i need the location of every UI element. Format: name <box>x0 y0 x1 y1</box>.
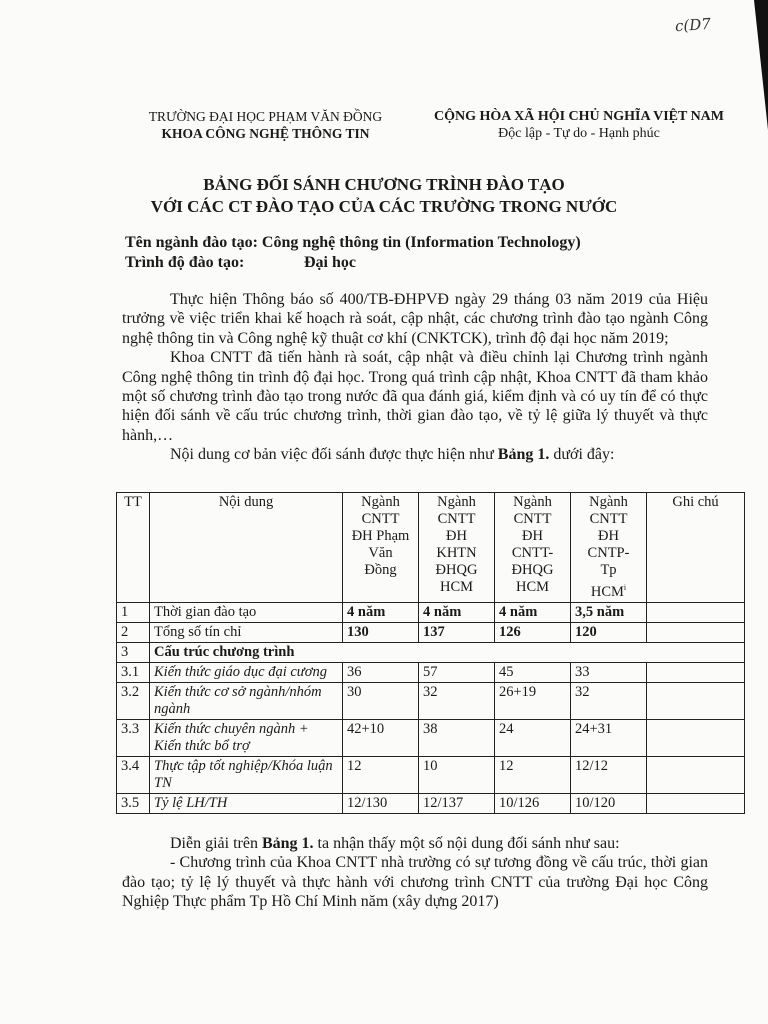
header-col-4-line: ĐH <box>598 528 619 544</box>
cell-value: 126 <box>495 622 571 642</box>
header-col-2-line: HCM <box>439 579 474 595</box>
cell-tt: 2 <box>117 622 150 642</box>
table-row <box>117 662 745 682</box>
header-col-2-line: ĐH <box>446 528 467 544</box>
cell-value: 130 <box>343 622 419 642</box>
major-info <box>125 233 581 273</box>
major-level-label: Trình độ đào tạo: <box>125 254 245 271</box>
major-level-value: Đại học <box>304 254 356 271</box>
paragraph-2: Khoa CNTT đã tiến hành rà soát, cập nhật và điều chỉnh lại Chương trình ngành Công nghệ thông tin trình độ đại học. Trong quá trình cập nhật, Khoa CNTT đã tham khảo một số chương trình đào tạo trong nước đã qua đánh giá, kiểm định và có uy tín để có thực hiện đối sánh về cấu trúc chương trình, thời gian đào tạo, về tỷ lệ giữa lý thuyết và thực hành,… <box>122 349 708 444</box>
table-row <box>117 602 745 622</box>
header-col-2-line: CNTT <box>437 511 476 527</box>
faculty-name: KHOA CÔNG NGHỆ THÔNG TIN <box>161 126 370 141</box>
header-col-1-line: CNTT <box>361 511 400 527</box>
country-name: CỘNG HÒA XÃ HỘI CHỦ NGHĨA VIỆT NAM <box>433 109 724 124</box>
cell-note <box>647 682 745 719</box>
cell-value: 137 <box>419 622 495 642</box>
cell-value: 10/126 <box>495 793 571 813</box>
header-note: Ghi chú <box>647 493 745 603</box>
document-title <box>100 174 668 218</box>
cell-content: Kiến thức chuyên ngành + Kiến thức bổ trợ <box>150 719 343 756</box>
cell-value: 24 <box>495 719 571 756</box>
cell-note <box>647 622 745 642</box>
cell-value: 12/12 <box>571 756 647 793</box>
cell-content: Kiến thức giáo dục đại cương <box>150 662 343 682</box>
header-col-3-line: Ngành <box>513 494 552 510</box>
conclusion-section <box>122 834 708 912</box>
cell-value: 4 năm <box>495 602 571 622</box>
paragraph-5: - Chương trình của Khoa CNTT nhà trường có sự tương đồng về cấu trúc, thời gian đào tạo; tỷ lệ lý thuyết và thực hành với chương trình CNTT của trường Đại học Công Nghiệp Thực phẩm Tp Hồ Chí Minh năm (xây dựng 2017) <box>122 854 708 911</box>
table-row <box>117 622 745 642</box>
header-col-4 <box>571 493 647 603</box>
cell-note <box>647 602 745 622</box>
cell-value: 10/120 <box>571 793 647 813</box>
cell-content: Thời gian đào tạo <box>150 602 343 622</box>
header-col-2 <box>419 493 495 603</box>
university-name: TRƯỜNG ĐẠI HỌC PHẠM VĂN ĐỒNG <box>148 109 383 124</box>
header-col-3-line: ĐH <box>522 528 543 544</box>
header-right <box>420 108 738 142</box>
header-col-2-line: KHTN <box>436 545 477 561</box>
cell-value: 10 <box>419 756 495 793</box>
cell-value: 30 <box>343 682 419 719</box>
cell-tt: 3.5 <box>117 793 150 813</box>
header-left <box>128 108 403 142</box>
header-col-3-line: CNTT <box>513 511 552 527</box>
cell-value: 24+31 <box>571 719 647 756</box>
header-col-1-line: ĐH Phạm <box>351 528 410 544</box>
cell-note <box>647 756 745 793</box>
cell-tt: 3.4 <box>117 756 150 793</box>
cell-value: 12 <box>495 756 571 793</box>
handwritten-note: c(D7 <box>674 14 712 36</box>
cell-note <box>647 662 745 682</box>
scan-edge-shadow <box>754 0 768 130</box>
cell-value: 4 năm <box>343 602 419 622</box>
header-col-3-line: CNTT- <box>511 545 554 561</box>
cell-value: 42+10 <box>343 719 419 756</box>
cell-value: 33 <box>571 662 647 682</box>
header-col-1 <box>343 493 419 603</box>
table-row <box>117 756 745 793</box>
paragraph-3-table-ref: Bảng 1. <box>497 446 550 464</box>
cell-tt: 3 <box>117 642 150 662</box>
cell-content: Tỷ lệ LH/TH <box>150 793 343 813</box>
header-col-1-line: Đồng <box>364 562 397 578</box>
paragraph-3-text: Nội dung cơ bản việc đối sánh được thực hiện như <box>170 446 498 464</box>
major-level-row <box>125 253 581 273</box>
header-col-1-line: Ngành <box>361 494 400 510</box>
cell-tt: 3.3 <box>117 719 150 756</box>
table-row <box>117 719 745 756</box>
cell-content: Thực tập tốt nghiệp/Khóa luận TN <box>150 756 343 793</box>
paragraph-1: Thực hiện Thông báo số 400/TB-ĐHPVĐ ngày 29 tháng 03 năm 2019 của Hiệu trưởng về việc triển khai kế hoạch rà soát, cập nhật, các chương trình đào tạo ngành Công nghệ thông tin và Công nghệ kỹ thuật cơ khí (CNKTCK), trình độ đại học năm 2019; <box>122 291 708 347</box>
header-col-2-line: ĐHQG <box>435 562 478 578</box>
cell-content: Tổng số tín chỉ <box>150 622 343 642</box>
header-col-4-last: HCM <box>590 583 624 600</box>
cell-value: 12/137 <box>419 793 495 813</box>
cell-value: 26+19 <box>495 682 571 719</box>
cell-value: 32 <box>419 682 495 719</box>
cell-section-heading: Cấu trúc chương trình <box>150 642 745 662</box>
footnote-marker: i <box>623 583 627 592</box>
comparison-table <box>116 492 745 814</box>
header-content: Nội dung <box>150 493 343 603</box>
paragraph-4-text-end: ta nhận thấy một số nội dung đối sánh như sau: <box>313 835 620 852</box>
header-col-4-line: Tp <box>600 562 617 578</box>
cell-value: 38 <box>419 719 495 756</box>
header-col-3-line: HCM <box>515 579 550 595</box>
cell-tt: 3.1 <box>117 662 150 682</box>
table-row <box>117 642 745 662</box>
paragraph-3 <box>122 445 708 464</box>
header-col-4-line <box>575 579 642 601</box>
cell-value: 3,5 năm <box>571 602 647 622</box>
title-line-2: VỚI CÁC CT ĐÀO TẠO CỦA CÁC TRƯỜNG TRONG NƯỚC <box>150 197 618 216</box>
header-col-2-line: Ngành <box>437 494 476 510</box>
cell-value: 57 <box>419 662 495 682</box>
cell-note <box>647 793 745 813</box>
cell-value: 12 <box>343 756 419 793</box>
header-col-4-line: Ngành <box>589 494 628 510</box>
header-tt: TT <box>117 493 150 603</box>
cell-tt: 1 <box>117 602 150 622</box>
header-col-4-line: CNTP- <box>587 545 630 561</box>
table-header-row <box>117 493 745 603</box>
table-row <box>117 682 745 719</box>
header-col-1-line: Văn <box>368 545 393 561</box>
national-motto: Độc lập - Tự do - Hạnh phúc <box>498 126 660 141</box>
title-line-1: BẢNG ĐỐI SÁNH CHƯƠNG TRÌNH ĐÀO TẠO <box>203 175 565 194</box>
cell-tt: 3.2 <box>117 682 150 719</box>
intro-section <box>122 290 708 465</box>
paragraph-4 <box>122 834 708 853</box>
paragraph-4-text: Diễn giải trên <box>170 835 262 852</box>
major-name-label: Tên ngành đào tạo: <box>125 234 258 251</box>
major-name-row <box>125 233 581 253</box>
cell-value: 32 <box>571 682 647 719</box>
cell-value: 45 <box>495 662 571 682</box>
header-col-3 <box>495 493 571 603</box>
major-name-value: Công nghệ thông tin (Information Technology) <box>261 234 581 251</box>
paragraph-3-text-end: dưới đây: <box>549 446 615 464</box>
cell-content: Kiến thức cơ sở ngành/nhóm ngành <box>150 682 343 719</box>
cell-value: 12/130 <box>343 793 419 813</box>
header-col-4-line: CNTT <box>589 511 628 527</box>
cell-note <box>647 719 745 756</box>
header-col-3-line: ĐHQG <box>511 562 554 578</box>
paragraph-4-table-ref: Bảng 1. <box>261 835 314 852</box>
table-row <box>117 793 745 813</box>
cell-value: 4 năm <box>419 602 495 622</box>
cell-value: 36 <box>343 662 419 682</box>
cell-value: 120 <box>571 622 647 642</box>
